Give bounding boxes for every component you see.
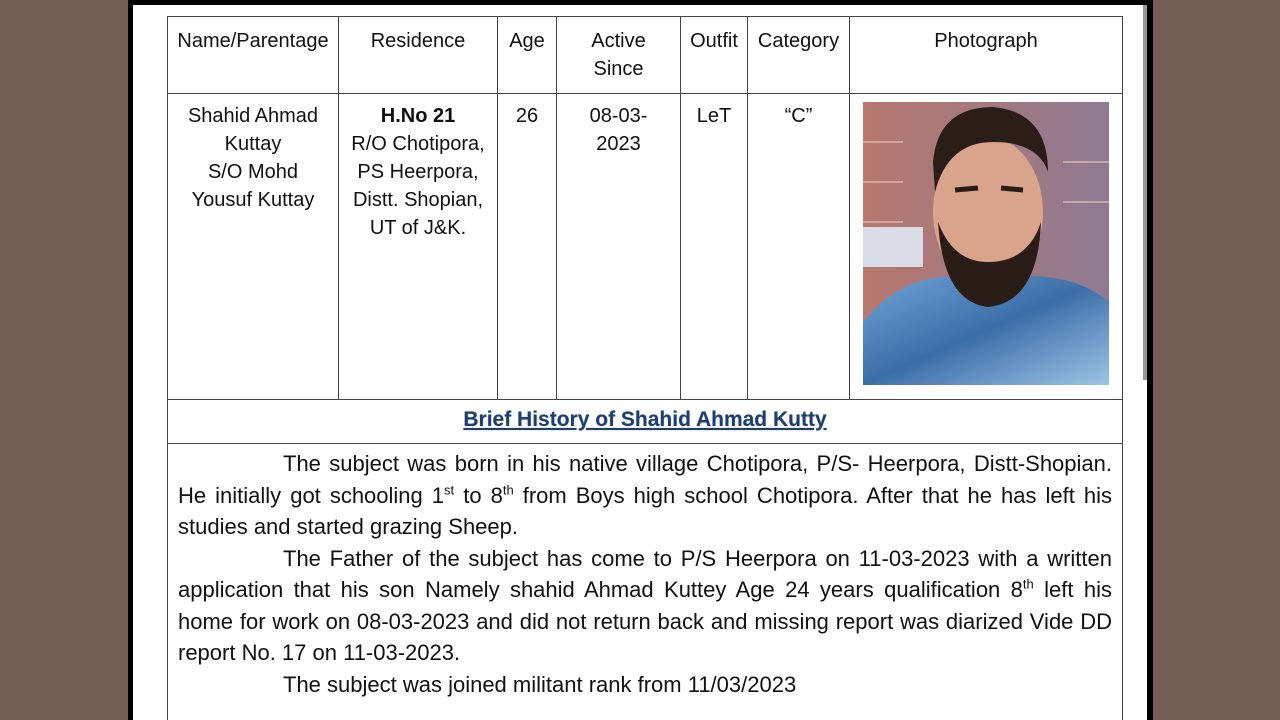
superscript: st [444,482,455,498]
outfit-cell: LeT [681,94,748,400]
name-line: Shahid Ahmad [187,105,319,127]
photograph-cell [850,94,1123,400]
superscript: th [502,482,514,498]
house-number: H.No 21 [380,105,456,127]
table-row [168,94,1123,400]
header-photograph: Photograph [850,17,1123,94]
header-residence: Residence [339,17,498,94]
scrollbar[interactable] [1143,5,1147,380]
residence-line: Distt. Shopian, [352,189,484,211]
header-outfit: Outfit [681,17,748,94]
history-paragraph-2 [178,543,1112,669]
history-paragraph-1 [178,448,1112,543]
residence-line: UT of J&K. [369,217,467,239]
parentage-line: S/O Mohd [207,161,299,183]
category-cell: “C” [748,94,850,400]
header-active-since-text: Active Since [591,30,646,80]
header-name: Name/Parentage [168,17,339,94]
active-since-cell [557,94,681,400]
age-cell: 26 [498,94,557,400]
history-cell [168,444,1123,720]
header-category: Category [748,17,850,94]
subject-photograph [863,102,1109,385]
document-page [133,5,1147,720]
parentage-line: Yousuf Kuttay [191,189,315,211]
name-cell [168,94,339,400]
header-active-since [557,17,681,94]
text: from Boys high school Chotipora. After that he has left his studies and started grazing Sheep. [178,482,1112,539]
superscript: th [1022,576,1034,592]
name-line: Kuttay [224,133,282,155]
residence-cell [339,94,498,400]
header-age: Age [498,17,557,94]
text: The subject was born in his native village Chotipora, P/S- Heerpora, Distt-Shopian. He initially got schooling 1 [178,451,1112,508]
text: to 8 [454,482,503,508]
header-row [168,17,1123,94]
residence-line: PS Heerpora, [357,161,479,183]
section-title-row [168,400,1123,444]
text: The Father of the subject has come to P/S Heerpora on 11-03-2023 with a written application that his son Namely shahid Ahmad Kuttey Age 24 years qualification 8 [178,545,1112,602]
brief-history-title: Brief History of Shahid Ahmad Kutty [463,408,827,431]
history-paragraph-3: The subject was joined militant rank from 11/03/2023 [283,671,797,697]
dossier-table [167,16,1123,720]
history-row [168,444,1123,720]
section-title-cell [168,400,1123,444]
residence-line: R/O Chotipora, [351,133,485,155]
text: left his home for work on 08-03-2023 and did not return back and missing report was diarized Vide DD report No. 17 on 11-03-2023. [178,577,1112,665]
active-since-line: 08-03- [589,105,648,127]
active-since-line: 2023 [596,133,641,155]
